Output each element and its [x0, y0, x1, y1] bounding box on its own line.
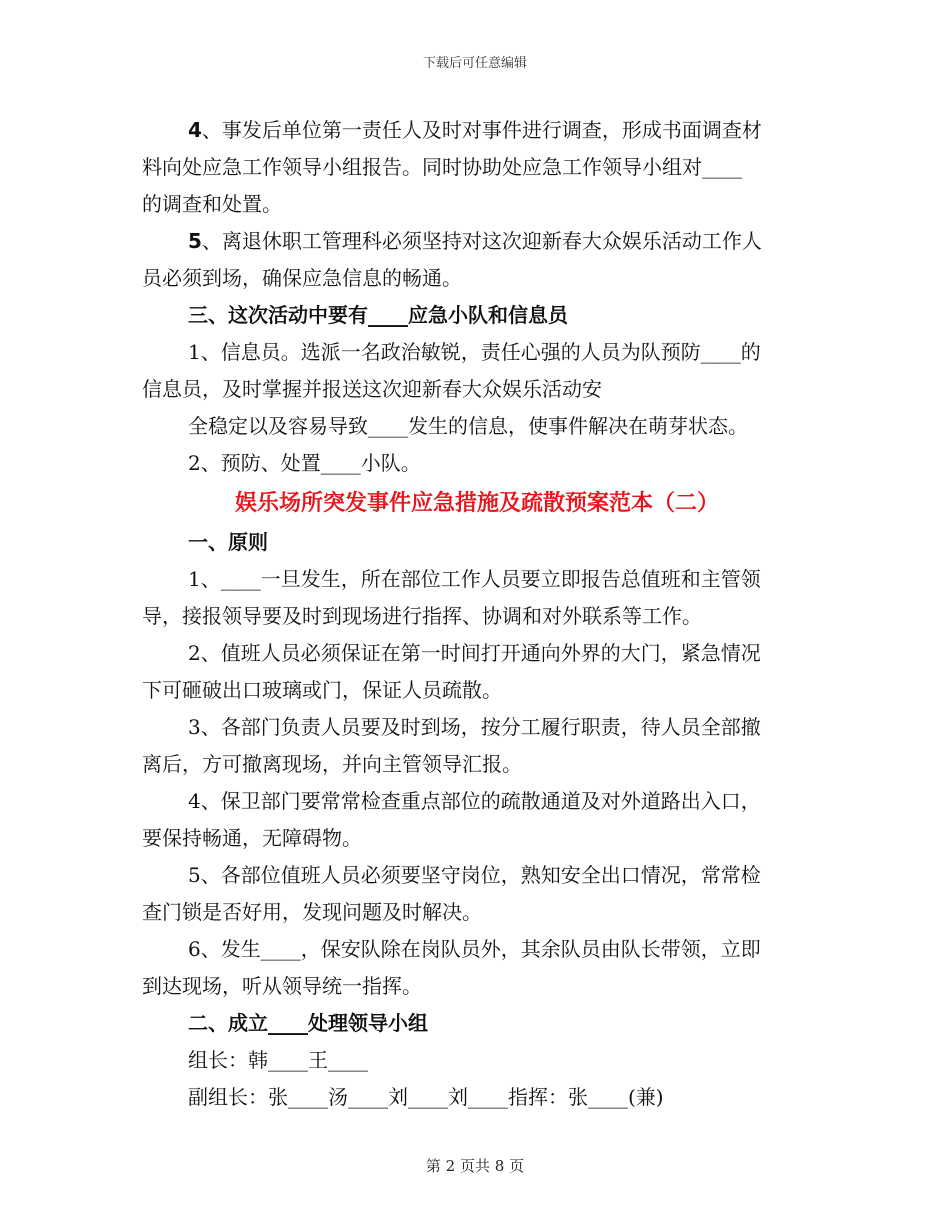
item-number: 5 — [188, 863, 201, 887]
paragraph-continuation: 导，接报领导要及时到现场进行指挥、协调和对外联系等工作。 — [142, 604, 702, 628]
item-text: 、____一旦发生，所在部位工作人员要立即报告总值班和主管领 — [200, 567, 761, 591]
item-number: 1 — [188, 567, 201, 591]
paragraph-line — [142, 561, 812, 598]
paragraph-continuation: 查门锁是否好用，发现问题及时解决。 — [142, 900, 482, 924]
item-number: 1 — [188, 340, 201, 364]
item-text: 、各部位值班人员必须要坚守岗位，熟知安全出口情况，常常检 — [200, 863, 761, 887]
page-header: 下载后可任意编辑 — [422, 56, 527, 71]
deputy-line: 副组长：张____汤____刘____刘____指挥：张____(兼) — [188, 1085, 664, 1109]
item-number: 2 — [188, 641, 201, 665]
paragraph-continuation: 到达现场，听从领导统一指挥。 — [142, 974, 422, 998]
document-body — [142, 112, 812, 1116]
item-number: 3 — [188, 715, 201, 739]
paragraph-line — [142, 223, 812, 260]
item-text: 、值班人员必须保证在第一时间打开通向外界的大门，紧急情况 — [200, 641, 761, 665]
item-number: 2 — [188, 451, 201, 475]
section-heading-3: 三、这次活动中要有____应急小队和信息员 — [188, 303, 568, 327]
section-heading-1: 一、原则 — [188, 530, 268, 554]
principle-item-6 — [142, 931, 812, 1005]
principle-item-3 — [142, 709, 812, 783]
paragraph-line — [142, 112, 812, 149]
info-item-1 — [142, 334, 812, 445]
paragraph-line — [142, 635, 812, 672]
principle-item-5 — [142, 857, 812, 931]
item-number: 5 — [188, 229, 202, 253]
paragraph-continuation: 离后，方可撤离现场，并向主管领导汇报。 — [142, 752, 522, 776]
info-item-2 — [142, 445, 812, 482]
paragraph-line — [142, 931, 812, 968]
item-text: 、事发后单位第一责任人及时对事件进行调查，形成书面调查材 — [201, 118, 762, 142]
paragraph-line — [142, 334, 812, 371]
item-text: 、信息员。选派一名政治敏锐，责任心强的人员为队预防____的 — [200, 340, 761, 364]
paragraph-continuation: 员必须到场，确保应急信息的畅通。 — [142, 266, 462, 290]
principle-item-1 — [142, 561, 812, 635]
item-text: 、离退休职工管理科必须坚持对这次迎新春大众娱乐活动工作人 — [201, 229, 762, 253]
item-text: 、预防、处置____小队。 — [200, 451, 421, 475]
principle-item-2 — [142, 635, 812, 709]
item-number: 6 — [188, 937, 201, 961]
leader-line: 组长：韩____王____ — [188, 1048, 368, 1072]
page-footer: 第 2 页共 8 页 — [425, 1157, 525, 1175]
paragraph-continuation: 下可砸破出口玻璃或门，保证人员疏散。 — [142, 678, 502, 702]
paragraph-continuation: 信息员，及时掌握并报送这次迎新春大众娱乐活动安 — [142, 377, 602, 401]
item-5 — [142, 223, 812, 297]
principle-item-4 — [142, 783, 812, 857]
item-text: 、保卫部门要常常检查重点部位的疏散通道及对外道路出入口， — [200, 789, 761, 813]
paragraph-line — [142, 783, 812, 820]
paragraph-continuation: 全稳定以及容易导致____发生的信息，使事件解决在萌芽状态。 — [188, 414, 748, 438]
item-text: 、各部门负责人员要及时到场，按分工履行职责，待人员全部撤 — [200, 715, 761, 739]
document-title: 娱乐场所突发事件应急措施及疏散预案范本（二） — [234, 491, 719, 516]
paragraph-continuation: 料向处应急工作领导小组报告。同时协助处应急工作领导小组对____ 的调查和处置。 — [142, 155, 742, 216]
item-number: 4 — [188, 789, 201, 813]
item-number: 4 — [188, 118, 202, 142]
paragraph-continuation: 要保持畅通，无障碍物。 — [142, 826, 362, 850]
paragraph-line — [142, 709, 812, 746]
section-heading-2: 二、成立____处理领导小组 — [188, 1011, 428, 1035]
item-4 — [142, 112, 812, 223]
item-text: 、发生____，保安队除在岗队员外，其余队员由队长带领，立即 — [200, 937, 761, 961]
paragraph-line — [142, 857, 812, 894]
